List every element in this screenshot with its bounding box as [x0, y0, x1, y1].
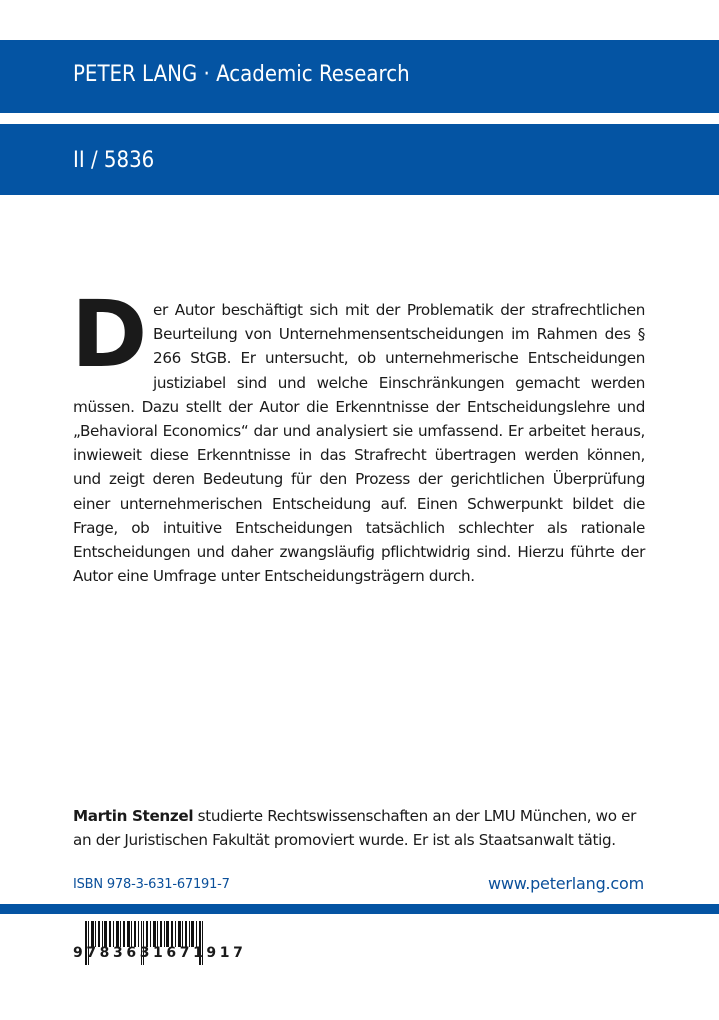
description-text: er Autor beschäftigt sich mit der Problematik der strafrechtlichen Beurteilung von Unternehmensentscheidungen im Rahmen des § 266 StGB. Er untersucht, ob unternehmerische Entscheidungen justiziabel sind und welche Einschränkungen gemacht werden müssen. Dazu stellt der Autor die Erkenntnisse der Entscheidungslehre und „Behavioral Economics“ dar und analysiert sie umfassend. Er arbeitet heraus, inwieweit diese Erkenntnisse in das Strafrecht übertragen werden können, und zeigt deren Bedeutung für den Prozess der gerichtlichen Überprüfung einer unternehmerischen Entscheidung auf. Einen Schwerpunkt bildet die Frage, ob intuitive Entscheidungen tatsächlich schlechter als rationale Entscheidungen und daher zwangsläufig pflichtwidrig sind. Hierzu führte der Autor eine Umfrage unter Entscheidungsträgern durch. — [73, 301, 645, 586]
author-bio — [73, 804, 648, 852]
author-name: Martin Stenzel — [73, 807, 194, 825]
isbn-label: ISBN 978-3-631-67191-7 — [73, 877, 230, 892]
drop-cap: D — [71, 281, 148, 388]
book-description — [71, 281, 645, 588]
barcode-digits: 9783631671917 — [73, 945, 247, 961]
series-title: PETER LANG · Academic Research — [73, 62, 410, 87]
series-header-band — [0, 40, 719, 113]
series-number: II / 5836 — [73, 148, 155, 173]
series-number-band — [0, 124, 719, 195]
author-bio-text: studierte Rechtswissenschaften an der LMU München, wo er an der Juristischen Fakultät promoviert wurde. Er ist als Staatsanwalt tätig. — [73, 807, 637, 850]
footer-divider-strip — [0, 904, 719, 914]
publisher-website-link[interactable]: www.peterlang.com — [488, 874, 644, 893]
